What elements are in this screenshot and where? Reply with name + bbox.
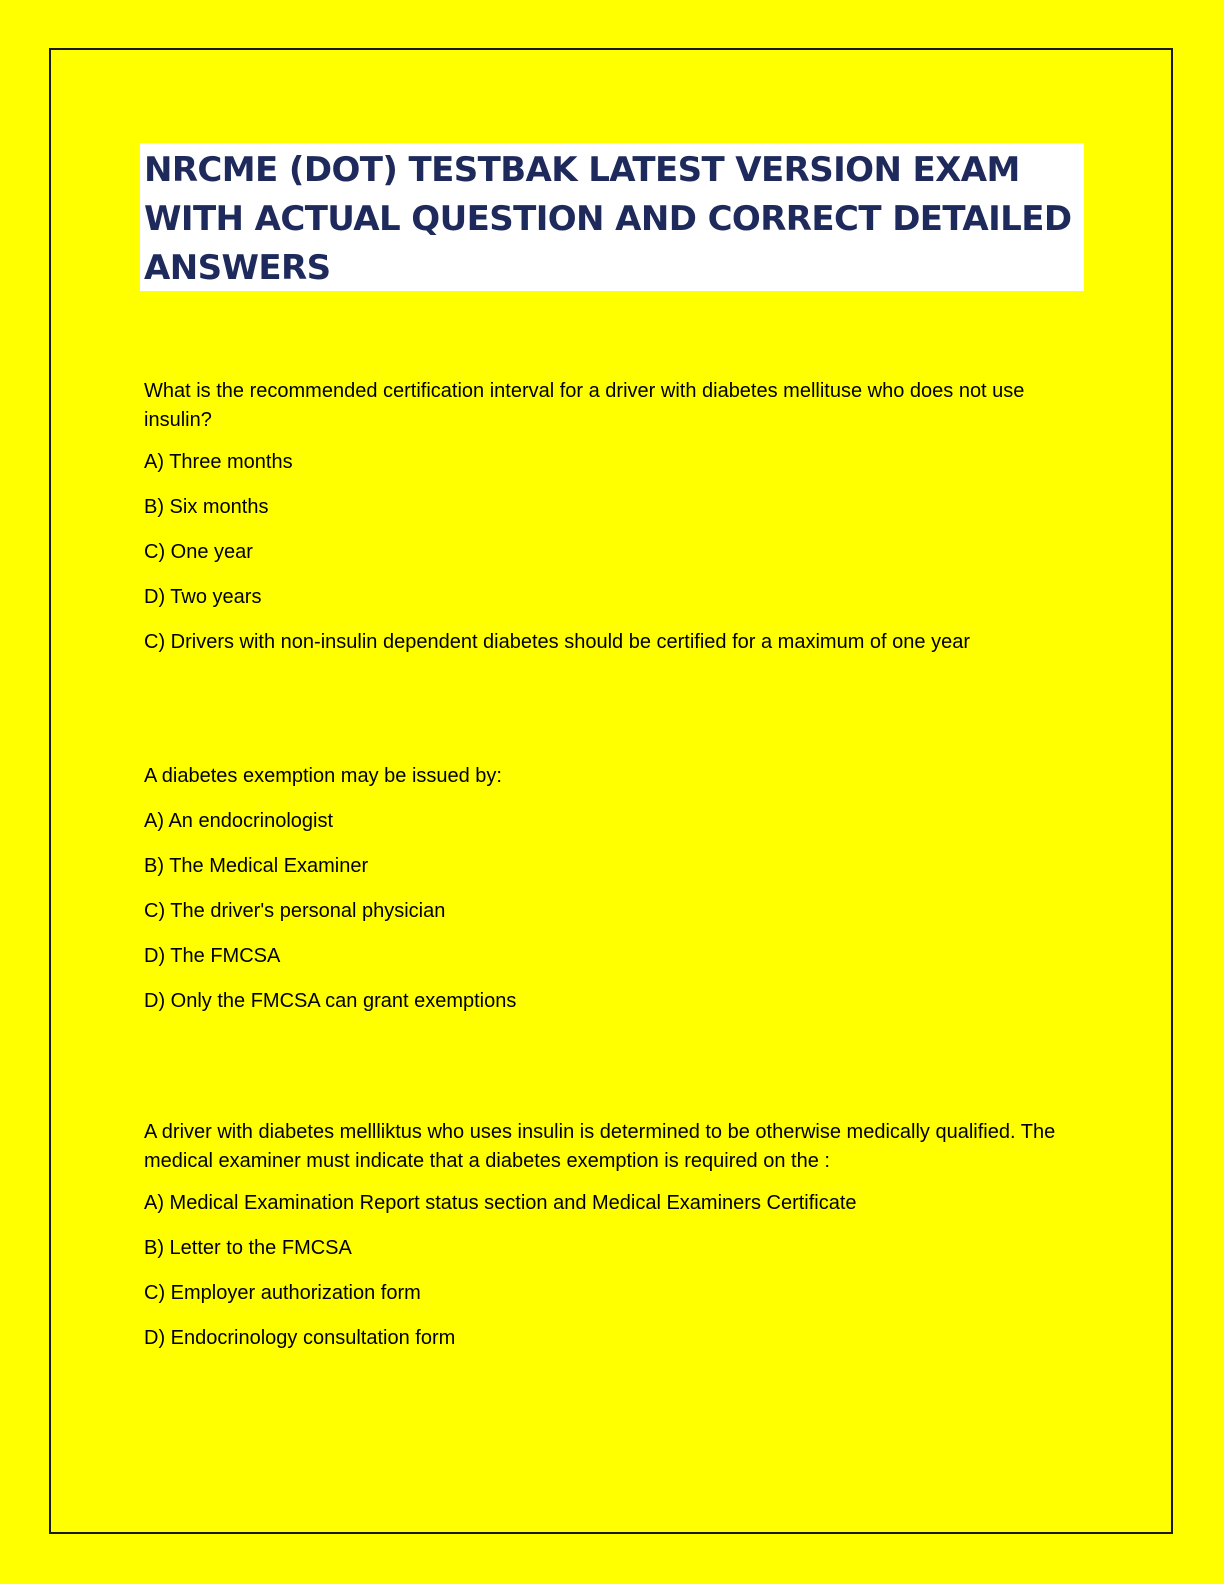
option-d: D) The FMCSA xyxy=(144,945,281,967)
question-block-1 xyxy=(144,377,1084,657)
option-a: A) Medical Examination Report status section and Medical Examiners Certificate xyxy=(144,1192,857,1214)
question-text: A diabetes exemption may be issued by: xyxy=(144,765,502,787)
title-box xyxy=(140,143,1084,291)
option-b: B) Letter to the FMCSA xyxy=(144,1237,352,1259)
question-text: What is the recommended certification interval for a driver with diabetes mellituse who does not use insulin? xyxy=(144,380,1025,431)
option-c: C) One year xyxy=(144,541,253,563)
question-text: A driver with diabetes mellliktus who uses insulin is determined to be otherwise medically qualified. The medical examiner must indicate that a diabetes exemption is required on the : xyxy=(144,1121,1056,1172)
document-title: NRCME (DOT) TESTBAK LATEST VERSION EXAM WITH ACTUAL QUESTION AND CORRECT DETAILED ANSWERS xyxy=(144,150,1072,288)
option-b: B) Six months xyxy=(144,496,269,518)
question-block-2 xyxy=(144,762,1084,1016)
option-c: C) The driver's personal physician xyxy=(144,900,446,922)
option-d: D) Endocrinology consultation form xyxy=(144,1327,456,1349)
option-c: C) Employer authorization form xyxy=(144,1282,421,1304)
option-d: D) Two years xyxy=(144,586,262,608)
question-block-3 xyxy=(144,1118,1084,1369)
answer-text: C) Drivers with non-insulin dependent diabetes should be certified for a maximum of one year xyxy=(144,631,970,653)
option-a: A) Three months xyxy=(144,451,293,473)
option-a: A) An endocrinologist xyxy=(144,810,334,832)
answer-text: D) Only the FMCSA can grant exemptions xyxy=(144,990,517,1012)
option-b: B) The Medical Examiner xyxy=(144,855,369,877)
